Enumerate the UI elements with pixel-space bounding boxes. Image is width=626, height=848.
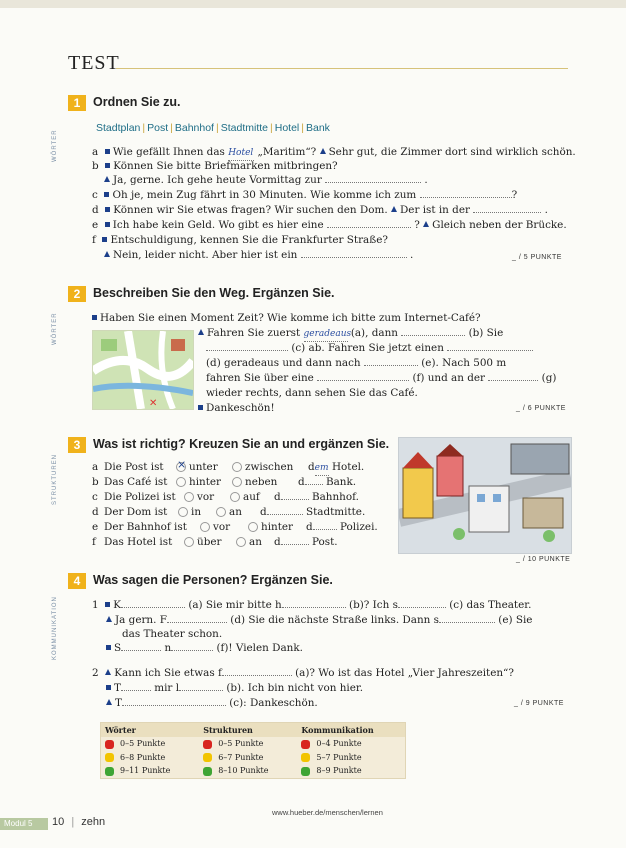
answer-gap[interactable]: Hotel: [228, 146, 254, 161]
line-text: (c): Dankeschön.: [229, 697, 318, 709]
word-bank-item: Post: [147, 122, 169, 134]
green-dot-icon: [203, 767, 212, 776]
radio-option[interactable]: [184, 537, 194, 547]
radio-option[interactable]: [236, 537, 246, 547]
section-title-2: Beschreiben Sie den Weg. Ergänzen Sie.: [93, 286, 335, 300]
line-text: (c) ab. Fahren Sie jetzt einen: [291, 342, 444, 354]
street-map-illustration: [92, 330, 194, 410]
yellow-dot-icon: [105, 753, 114, 762]
dialog-line-2: [206, 341, 533, 355]
line-text: Ja, gerne. Ich gehe heute Vormittag zur: [113, 174, 322, 186]
answer-gap[interactable]: [305, 484, 323, 485]
line-text: (e). Nach 500 m: [421, 357, 507, 369]
item-letter: c: [92, 189, 98, 201]
choice-row: [92, 475, 392, 490]
legend-cell: 0–5 Punkte: [218, 739, 264, 748]
answer-gap[interactable]: [327, 227, 411, 228]
line-text: ?: [511, 189, 518, 201]
answer-gap[interactable]: [398, 607, 446, 608]
legend-cell: 0–5 Punkte: [120, 739, 166, 748]
item-letter: e: [92, 219, 99, 231]
answer-gap[interactable]: [281, 544, 309, 545]
line-text: (a)? Wo ist das Hotel „Vier Jahreszeiten“?: [295, 667, 514, 679]
line-text: Wie gefällt Ihnen das: [112, 146, 225, 158]
exercise-line-e: [92, 218, 567, 232]
dialog2-line-1: [92, 666, 514, 680]
score-1: _ / 5 PUNKTE: [512, 254, 562, 261]
item-letter: f: [92, 536, 96, 548]
radio-option[interactable]: [200, 522, 210, 532]
row-stem: Die Polizei ist: [104, 491, 176, 503]
page-title: TEST: [68, 52, 120, 74]
option-label: neben: [245, 476, 278, 488]
answer-gap[interactable]: [364, 365, 418, 366]
answer-gap[interactable]: [317, 380, 409, 381]
map-drawing: [93, 331, 193, 409]
dialog-line-6: [198, 401, 275, 415]
word-bank: Stadtplan | Post | Bahnhof | Stadtmitte | Hotel | Bank: [96, 122, 330, 134]
radio-option[interactable]: [216, 507, 226, 517]
word-bank-item: Stadtplan: [96, 122, 141, 134]
article-stem: d: [308, 461, 315, 473]
score-3: _ / 10 PUNKTE: [516, 556, 571, 563]
answer-gap[interactable]: [267, 514, 303, 515]
choice-row: [92, 490, 392, 505]
line-text: (f)! Vielen Dank.: [216, 642, 303, 654]
page-footer: [52, 816, 105, 828]
exercise-line-f: [92, 233, 388, 247]
dialog-line-1: [198, 326, 503, 342]
row-end: Bank.: [325, 476, 357, 488]
article-stem: d: [260, 506, 267, 518]
section-number-4: 4: [68, 573, 86, 589]
legend-cell: 8–10 Punkte: [218, 766, 269, 775]
red-dot-icon: [105, 740, 114, 749]
line-text: Haben Sie einen Moment Zeit? Wie komme ich bitte zum Internet-Café?: [100, 312, 481, 324]
option-label: unter: [189, 461, 218, 473]
legend-cell: 6–8 Punkte: [120, 752, 166, 762]
legend-cell: 0–4 Punkte: [316, 739, 362, 748]
row-stem: Das Café ist: [104, 476, 168, 488]
answer-gap[interactable]: [281, 499, 309, 500]
row-stem: Das Hotel ist: [104, 536, 173, 548]
side-label-4: KOMMUNIKATION: [52, 596, 58, 660]
item-letter: f: [92, 234, 96, 246]
title-underline: [116, 68, 568, 69]
side-label-3: STRUKTUREN: [52, 453, 58, 505]
legend-table: [101, 723, 405, 778]
line-text: mir l: [154, 682, 180, 694]
line-text: (b). Ich bin nicht von hier.: [226, 682, 364, 694]
row-stem: Der Bahnhof ist: [104, 521, 187, 533]
item-letter: d: [92, 506, 99, 518]
legend-header: Kommunikation: [301, 725, 374, 735]
answer-gap[interactable]: [439, 622, 495, 623]
answer-gap[interactable]: [313, 529, 337, 530]
option-label: hinter: [261, 521, 293, 533]
exercise-line-b: [92, 159, 338, 173]
answer-gap[interactable]: [179, 690, 223, 691]
legend-cell: 6–7 Punkte: [218, 752, 264, 762]
line-text: Oh je, mein Zug fährt in 30 Minuten. Wie komme ich zum: [112, 189, 417, 201]
line-text: Ich habe kein Geld. Wo gibt es hier eine: [112, 219, 324, 231]
word-bank-item: Stadtmitte: [220, 122, 268, 134]
word-bank-item: Bank: [305, 122, 330, 134]
dialog1-line-2: [106, 613, 532, 627]
option-label: zwischen: [245, 461, 294, 473]
answer-gap[interactable]: [121, 607, 185, 608]
article-stem: d: [306, 521, 313, 533]
footer-separator: |: [71, 816, 75, 828]
article-stem: d: [274, 491, 281, 503]
line-text: Können wir Sie etwas fragen? Wir suchen den Dom.: [113, 204, 388, 216]
line-text: Entschuldigung, kennen Sie die Frankfurter Straße?: [110, 234, 388, 246]
row-end: Polizei.: [339, 521, 378, 533]
yellow-dot-icon: [203, 753, 212, 762]
line-text: Kann ich Sie etwas f: [114, 667, 222, 679]
dialog-line-5: [206, 386, 418, 400]
word-bank-item: Bahnhof: [174, 122, 214, 134]
choice-row: [92, 505, 392, 520]
section-title-1: Ordnen Sie zu.: [93, 95, 181, 109]
green-dot-icon: [301, 767, 310, 776]
city-drawing: [399, 438, 571, 553]
city-illustration: [398, 437, 572, 554]
radio-option[interactable]: [178, 507, 188, 517]
legend-header: Strukturen: [203, 725, 253, 735]
dialog2-line-2: [106, 681, 363, 695]
option-label: an: [249, 536, 262, 548]
line-text: (a) Sie mir bitte h: [188, 599, 282, 611]
line-text: Ja gern. F: [115, 614, 167, 626]
score-4: _ / 9 PUNKTE: [514, 700, 564, 707]
option-label: in: [191, 506, 202, 518]
answer-gap[interactable]: geradeaus: [304, 327, 348, 342]
legend-cell: 5–7 Punkte: [316, 752, 362, 762]
side-label-1: WÖRTER: [52, 129, 58, 162]
line-text: S: [114, 642, 122, 654]
radio-option[interactable]: [232, 477, 242, 487]
radio-option[interactable]: [184, 492, 194, 502]
top-rule: [0, 0, 626, 8]
score-legend: [100, 722, 406, 779]
line-text: das Theater schon.: [122, 628, 223, 640]
line-text: T: [115, 697, 122, 709]
page-word: zehn: [81, 816, 106, 828]
exercise-line-f2: Nein, leider nicht. Aber hier ist ein .: [104, 248, 413, 262]
legend-header: Wörter: [105, 725, 136, 735]
line-text: Der ist in der: [399, 204, 470, 216]
line-text: (g): [541, 372, 557, 384]
item-number: 2: [92, 667, 99, 679]
line-text: Können Sie bitte Briefmarken mitbringen?: [113, 160, 338, 172]
item-letter: a: [92, 146, 99, 158]
section-number-2: 2: [68, 286, 86, 302]
line-text: (f) und an der: [412, 372, 486, 384]
dialog1-line-3: [122, 627, 222, 641]
row-stem: Der Dom ist: [104, 506, 168, 518]
section-title-4: Was sagen die Personen? Ergänzen Sie.: [93, 573, 333, 587]
word-bank-item: Hotel: [274, 122, 300, 134]
red-dot-icon: [203, 740, 212, 749]
item-letter: c: [92, 491, 98, 503]
choice-rows: [92, 460, 392, 550]
line-text: (b) Sie: [468, 327, 504, 339]
exercise-question: [92, 311, 481, 325]
answer-gap[interactable]: [420, 197, 512, 198]
option-label: auf: [243, 491, 260, 503]
line-text: (c) das Theater.: [449, 599, 532, 611]
line-text: (d) Sie die nächste Straße links. Dann s: [230, 614, 439, 626]
dialog1-line-4: [106, 641, 303, 655]
exercise-line-d: d Können wir Sie etwas fragen? Wir suchen den Dom. Der ist in der .: [92, 204, 548, 216]
row-end: Hotel.: [331, 461, 365, 473]
answer-gap[interactable]: [325, 182, 421, 183]
line-text: Fahren Sie zuerst: [207, 327, 301, 339]
green-dot-icon: [105, 767, 114, 776]
item-letter: d: [92, 204, 99, 216]
module-tab: Modul 5: [0, 818, 48, 830]
item-number: 1: [92, 599, 99, 611]
article-stem: d: [298, 476, 305, 488]
legend-cell: 8–9 Punkte: [316, 766, 362, 775]
score-2: _ / 6 PUNKTE: [516, 405, 566, 412]
radio-option[interactable]: [230, 492, 240, 502]
choice-row: [92, 535, 392, 550]
dialog1-line-1: [92, 598, 531, 612]
line-text: T: [114, 682, 121, 694]
answer-gap[interactable]: [488, 380, 538, 381]
option-label: vor: [197, 491, 215, 503]
answer-gap[interactable]: [222, 675, 292, 676]
item-letter: b: [92, 476, 99, 488]
line-text: (b)? Ich s: [349, 599, 398, 611]
row-end: Bahnhof.: [311, 491, 359, 503]
footer-url[interactable]: www.hueber.de/menschen/lernen: [272, 808, 383, 817]
page-number: 10: [52, 816, 65, 828]
dialog-line-4: [206, 371, 556, 385]
line-text: K: [113, 599, 121, 611]
answer-gap[interactable]: [301, 257, 407, 258]
line-text: wieder rechts, dann sehen Sie das Café.: [206, 387, 418, 399]
dialog2-line-3: [106, 696, 318, 710]
line-text: „Maritim“?: [257, 146, 317, 158]
row-end: Stadtmitte.: [305, 506, 366, 518]
choice-row: [92, 520, 392, 535]
legend-cell: 9–11 Punkte: [120, 766, 171, 775]
section-title-3: Was ist richtig? Kreuzen Sie an und ergänzen Sie.: [93, 437, 390, 451]
dialog-line-3: [206, 356, 506, 370]
side-label-2: WÖRTER: [52, 312, 58, 345]
item-letter: e: [92, 521, 99, 533]
row-stem: Die Post ist: [104, 461, 164, 473]
answer-gap[interactable]: [473, 212, 541, 213]
item-letter: a: [92, 461, 99, 473]
choice-row: [92, 460, 392, 475]
answer-gap[interactable]: [401, 335, 465, 336]
answer-gap[interactable]: [167, 622, 227, 623]
line-text: n: [164, 642, 172, 654]
section-number-3: 3: [68, 437, 86, 453]
option-label: an: [229, 506, 242, 518]
answer-gap[interactable]: [171, 650, 213, 651]
answer-gap[interactable]: [447, 350, 533, 351]
radio-option[interactable]: [232, 462, 242, 472]
exercise-line-b2: Ja, gerne. Ich gehe heute Vormittag zur .: [104, 173, 428, 187]
line-text: (d) geradeaus und dann nach: [206, 357, 361, 369]
row-end: Post.: [311, 536, 338, 548]
line-text: (e) Sie: [498, 614, 533, 626]
option-label: vor: [213, 521, 231, 533]
line-text: fahren Sie über eine: [206, 372, 314, 384]
answer-gap[interactable]: [122, 705, 226, 706]
answer-gap[interactable]: [206, 350, 288, 351]
line-text: Dankeschön!: [206, 402, 275, 414]
radio-option[interactable]: [176, 462, 186, 472]
line-text: ?: [414, 219, 420, 231]
yellow-dot-icon: [301, 753, 310, 762]
red-dot-icon: [301, 740, 310, 749]
line-text: Nein, leider nicht. Aber hier ist ein: [113, 249, 298, 261]
answer-gap[interactable]: [282, 607, 346, 608]
svg-text:✕: ✕: [149, 398, 158, 409]
article-stem: d: [274, 536, 281, 548]
line-text: (a), dann: [350, 327, 398, 339]
answer-gap[interactable]: em: [315, 461, 329, 476]
exercise-line-c: [92, 188, 517, 202]
answer-gap[interactable]: [121, 690, 151, 691]
line-text: Gleich neben der Brücke.: [432, 219, 567, 231]
item-letter: b: [92, 160, 99, 172]
line-text: Sehr gut, die Zimmer dort sind wirklich schön.: [328, 146, 576, 158]
answer-gap[interactable]: [121, 650, 161, 651]
radio-option[interactable]: [176, 477, 186, 487]
section-number-1: 1: [68, 95, 86, 111]
radio-option[interactable]: [248, 522, 258, 532]
option-label: über: [197, 536, 222, 548]
option-label: hinter: [189, 476, 221, 488]
